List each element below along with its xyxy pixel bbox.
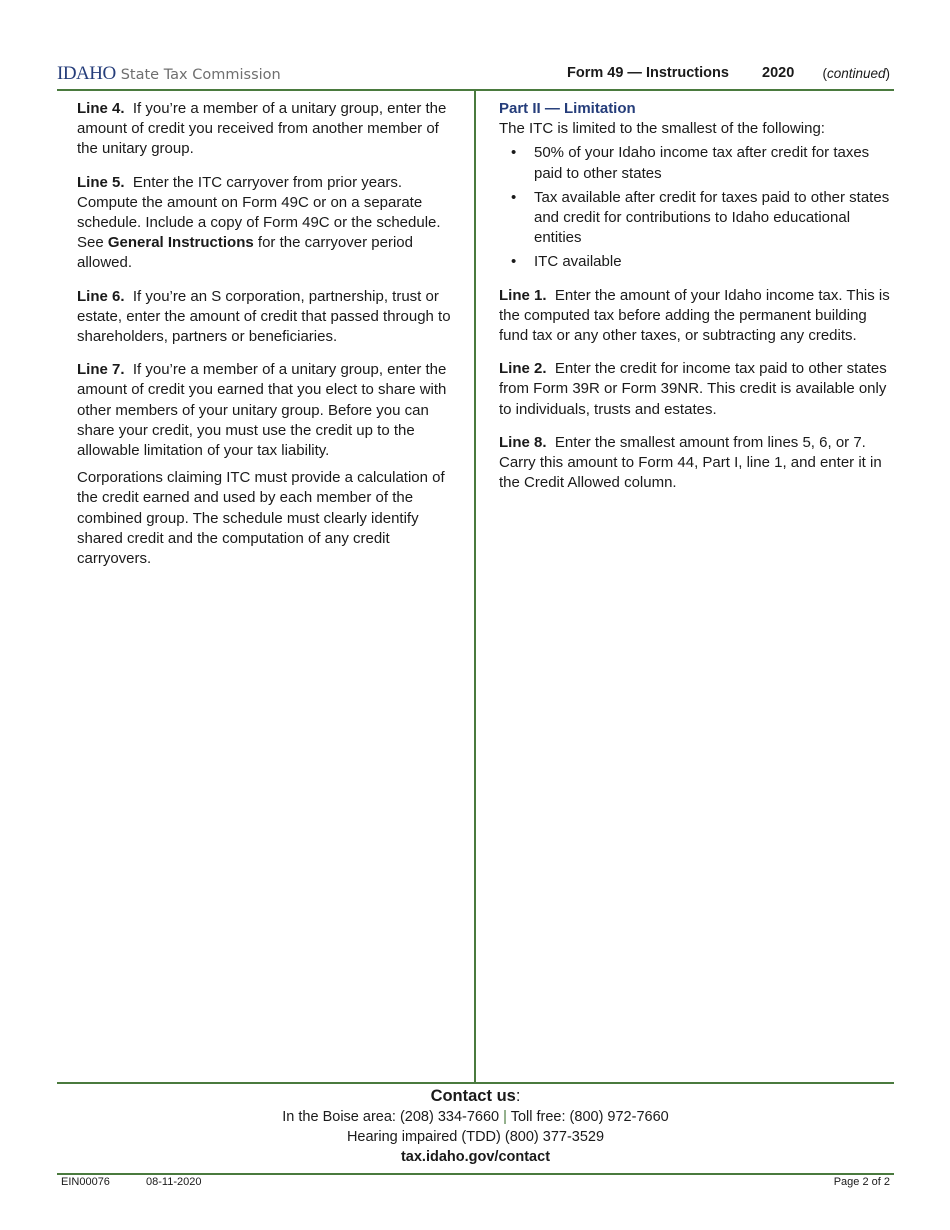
line4-label: Line 4. <box>77 100 125 117</box>
line6-label: Line 6. <box>77 287 125 305</box>
line8-text: Enter the smallest amount from lines 5, 6, or 7. Carry this amount to Form 44, Part I, line 1, and enter it in the Credit Allowed column. <box>499 433 882 492</box>
continued-note: (continued) <box>822 66 890 81</box>
line5-general-instructions: General Instructions <box>107 234 254 252</box>
line2-paragraph <box>499 359 896 420</box>
continued-text: continued <box>826 66 886 81</box>
line7-label: Line 7. <box>77 361 125 379</box>
line2-label: Line 2. <box>499 360 547 378</box>
right-column <box>499 99 896 506</box>
line1-paragraph <box>499 286 896 347</box>
footer-page-number: Page 2 of 2 <box>833 1176 890 1188</box>
boise-phone: In the Boise area: (208) 334-7660 <box>282 1109 500 1125</box>
list-item-text: Tax available after credit for taxes paid to other states and credit for contributions to Idaho educational entities <box>534 188 890 247</box>
line1-text: Enter the amount of your Idaho income tax. This is the computed tax before adding the permanent building fund tax or any other taxes, or subtracting any credits. <box>499 286 890 345</box>
logo-commission-text: State Tax Commission <box>120 67 281 83</box>
form-year: 2020 <box>762 65 795 81</box>
line8-paragraph <box>499 433 896 494</box>
line8-label: Line 8. <box>499 433 547 451</box>
line5-text-a: Enter the ITC carryover from prior years. Compute the amount on Form 49C or on a separate schedule. Include a copy of Form 49C or the schedule. See <box>77 173 441 252</box>
contact-heading <box>57 1086 894 1107</box>
line5-text-b: for the carryover period allowed. <box>77 234 413 272</box>
line4-text: If you’re a member of a unitary group, enter the amount of credit you received from another member of the unitary group. <box>77 100 447 158</box>
contact-colon: : <box>515 1087 521 1105</box>
list-item-text: ITC available <box>534 253 622 271</box>
list-item <box>499 188 896 249</box>
limitation-list <box>499 143 896 272</box>
line2-text: Enter the credit for income tax paid to other states from Form 39R or Form 39NR. This credit is available only to individuals, trusts and estates. <box>499 360 887 418</box>
part-ii-title: Part II — Limitation <box>499 100 636 117</box>
list-item <box>499 252 896 272</box>
contact-section <box>57 1086 894 1167</box>
line5-paragraph <box>77 173 462 274</box>
line1-label: Line 1. <box>499 286 547 304</box>
contact-url[interactable] <box>57 1147 894 1167</box>
bullet-marker: • <box>511 253 517 271</box>
line5-label: Line 5. <box>77 173 125 191</box>
left-column <box>77 99 462 582</box>
line6-text: If you’re an S corporation, partnership, trust or estate, enter the amount of credit that passed through to shareholders, partners or beneficiaries. <box>77 287 451 346</box>
contact-top-rule <box>57 1082 894 1084</box>
corporations-paragraph: Corporations claiming ITC must provide a calculation of the credit earned and used by each member of the combined group. The schedule must clearly identify shared credit and the computation of any credit carryovers. <box>77 469 445 568</box>
tollfree-phone: Toll free: (800) 972-7660 <box>510 1109 669 1125</box>
bullet-marker: • <box>511 188 517 206</box>
list-item-text: 50% of your Idaho income tax after credit for taxes paid to other states <box>534 144 870 182</box>
footer-ein: EIN00076 <box>61 1176 110 1188</box>
form-title: Form 49 — Instructions <box>567 65 729 81</box>
phone-separator: | <box>503 1109 507 1125</box>
contact-url-text[interactable]: tax.idaho.gov/contact <box>400 1149 551 1165</box>
line7-text: If you’re a member of a unitary group, enter the amount of credit you earned that you elect to share with other members of your unitary group. Before you can share your credit, you must use the credit up to the allowable limitation of your tax liability. <box>77 361 447 460</box>
list-item <box>499 143 896 183</box>
limitation-intro: The ITC is limited to the smallest of the following: <box>499 120 825 138</box>
line6-paragraph <box>77 287 462 348</box>
logo-idaho-wordmark: IDAHO <box>57 63 116 84</box>
contact-title: Contact us <box>430 1087 516 1105</box>
bullet-marker: • <box>511 144 517 162</box>
page-header <box>57 60 894 88</box>
line4-paragraph <box>77 99 462 160</box>
footer-date: 08-11-2020 <box>146 1176 202 1188</box>
line7-paragraph <box>77 360 462 461</box>
column-divider <box>474 89 476 1083</box>
idaho-tax-commission-logo <box>57 63 281 85</box>
tdd-phone: Hearing impaired (TDD) (800) 377-3529 <box>346 1129 605 1145</box>
contact-phones <box>57 1107 894 1127</box>
footer-rule <box>57 1173 894 1175</box>
